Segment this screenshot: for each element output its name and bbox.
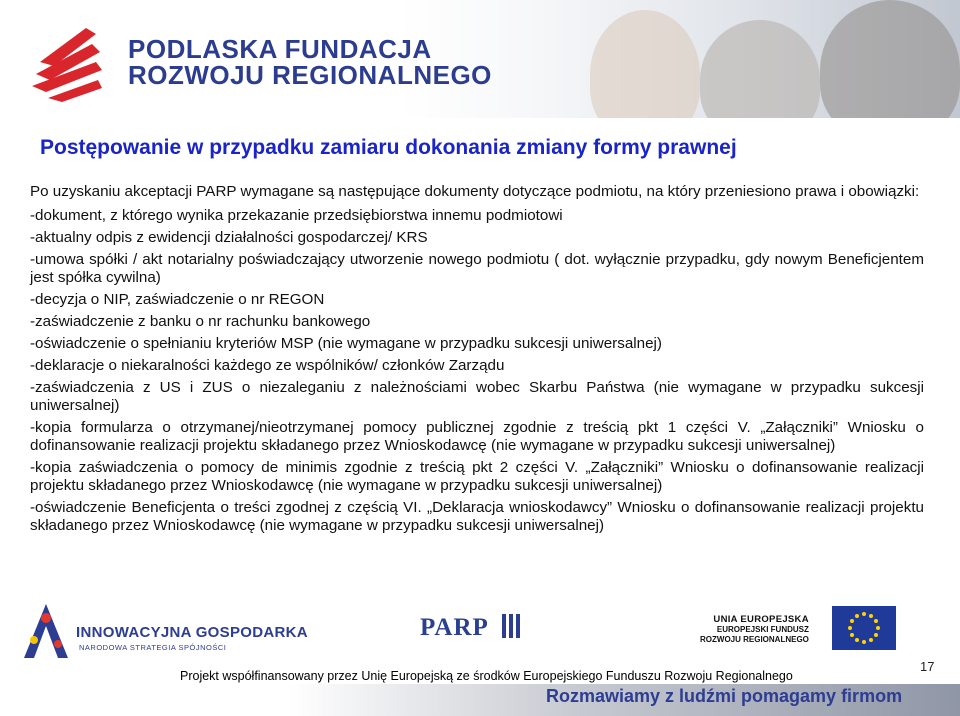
eu-subtitle-2: ROZWOJU REGIONALNEGO [700,635,809,644]
innowacyjna-gospodarka-logo-icon [20,600,72,662]
header [0,0,960,118]
list-item: -umowa spółki / akt notarialny poświadczający utworzenie nowego podmiotu ( dot. wyłącznie przypadku, gdy nowym Beneficjentem jest spółka cywilna) [30,251,924,286]
page-number: 17 [920,659,935,674]
page-title: Postępowanie w przypadku zamiaru dokonania zmiany formy prawnej [40,136,737,159]
eu-text-block [700,614,809,645]
list-item: -dokument, z którego wynika przekazanie przedsiębiorstwa innemu podmiotowi [30,207,563,224]
parp-logo-text: PARP [420,614,489,641]
logo-text [128,36,492,88]
eu-flag-icon [832,606,896,650]
funding-note: Projekt współfinansowany przez Unię Europejską ze środków Europejskiego Funduszu Rozwoju Regionalnego [180,669,793,683]
paragraph-intro: Po uzyskaniu akceptacji PARP wymagane są następujące dokumenty dotyczące podmiotu, na który przeniesiono prawa i obowiązki: [30,183,920,200]
list-item: -zaświadczenia z US i ZUS o niezaleganiu z należnościami wobec Skarbu Państwa (nie wymagane w przypadku sukcesji uniwersalnej) [30,379,924,414]
innowacyjna-gospodarka-subtitle: NARODOWA STRATEGIA SPÓJNOŚCI [79,643,227,652]
list-item: -zaświadczenie z banku o nr rachunku bankowego [30,313,371,330]
list-item: -kopia zaświadczenia o pomocy de minimis zgodnie z treścią pkt 2 części V. „Załączniki” Wniosku o dofinansowanie realizacji projektu składanego przez Wnioskodawcę (nie wymagane w przypadku sukcesji uniwersalnej) [30,459,924,494]
list-item: -aktualny odpis z ewidencji działalności gospodarczej/ KRS [30,229,428,246]
document-body [30,183,924,539]
list-item: -oświadczenie o spełnianiu kryteriów MSP (nie wymagane w przypadku sukcesji uniwersalnej) [30,335,662,352]
logo-line-1: PODLASKA FUNDACJA [128,34,432,64]
logo-line-2: ROZWOJU REGIONALNEGO [128,60,492,90]
innowacyjna-gospodarka-title: INNOWACYJNA GOSPODARKA [76,624,308,641]
eu-title: UNIA EUROPEJSKA [713,614,809,625]
list-item: -deklaracje o niekaralności każdego ze wspólników/ członków Zarządu [30,357,505,374]
list-item: -decyzja o NIP, zaświadczenie o nr REGON [30,291,325,308]
list-item: -kopia formularza o otrzymanej/nieotrzymanej pomocy publicznej zgodnie z treścią pkt 1 części V. „Załączniki” Wniosku o dofinansowanie realizacji projektu składanego przez Wnioskodawcę (nie wymagane w przypadku sukcesji uniwersalnej) [30,419,924,454]
list-item: -oświadczenie Beneficjenta o treści zgodnej z częścią VI. „Deklaracja wnioskodawcy” Wniosku o dofinansowanie realizacji projektu składanego przez Wnioskodawcę (nie wymagane w przypadku sukcesji uniwersalnej) [30,499,924,534]
pfrr-logo-icon [26,22,116,102]
parp-logo-icon [500,612,524,640]
eu-subtitle-1: EUROPEJSKI FUNDUSZ [716,625,809,634]
slogan: Rozmawiamy z ludźmi pomagamy firmom [546,686,903,706]
